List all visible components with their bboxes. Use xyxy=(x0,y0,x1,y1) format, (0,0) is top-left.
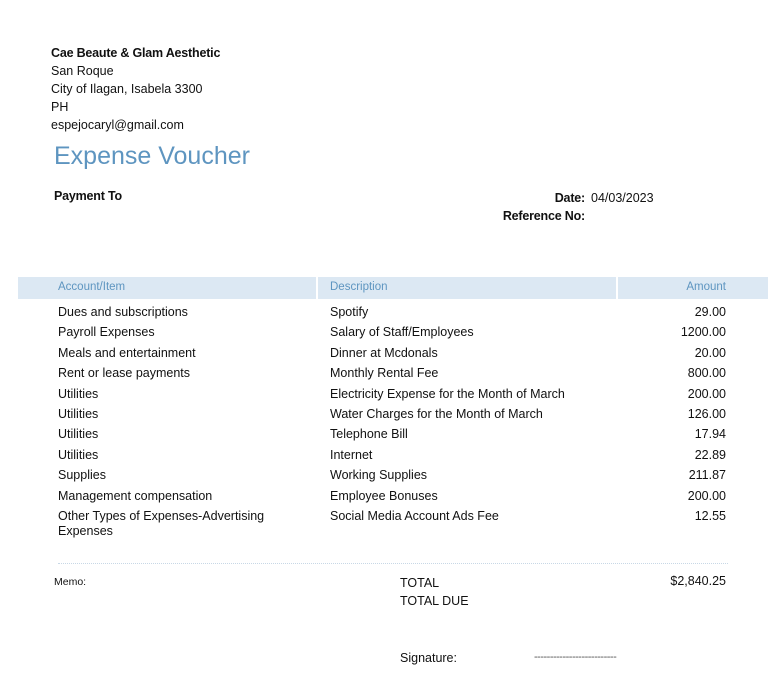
row-account: Utilities xyxy=(58,447,99,462)
row-account: Other Types of Expenses-Advertising Expenses xyxy=(58,508,265,538)
row-account: Payroll Expenses xyxy=(58,325,155,340)
row-amount: 126.00 xyxy=(687,406,726,421)
table-row xyxy=(0,487,782,507)
header-amount: Amount xyxy=(686,281,726,293)
date-value: 04/03/2023 xyxy=(591,191,654,205)
table-row xyxy=(0,344,782,364)
row-amount: 1200.00 xyxy=(680,325,726,340)
totals-divider xyxy=(58,563,728,564)
row-description: Working Supplies xyxy=(330,468,428,483)
company-country: PH xyxy=(51,100,69,114)
header-account: Account/Item xyxy=(58,281,126,293)
row-account: Management compensation xyxy=(58,488,213,503)
row-amount: 17.94 xyxy=(694,427,726,442)
row-account: Meals and entertainment xyxy=(58,345,196,360)
total-due-label: TOTAL DUE xyxy=(400,594,469,608)
company-block xyxy=(51,44,220,134)
table-row xyxy=(0,425,782,445)
table-row xyxy=(0,446,782,466)
table-row xyxy=(0,405,782,425)
table-header xyxy=(18,277,768,299)
table-row xyxy=(0,507,782,543)
date-label: Date: xyxy=(554,191,585,205)
row-description: Water Charges for the Month of March xyxy=(330,406,543,421)
row-account: Utilities xyxy=(58,427,99,442)
signature-label: Signature: xyxy=(400,651,457,665)
header-divider xyxy=(616,277,618,299)
row-description: Monthly Rental Fee xyxy=(330,366,439,381)
row-description: Telephone Bill xyxy=(330,427,408,442)
row-amount: 22.89 xyxy=(694,447,726,462)
table-row xyxy=(0,466,782,486)
row-description: Internet xyxy=(330,447,373,462)
reference-value xyxy=(585,207,591,225)
company-email: espejocaryl@gmail.com xyxy=(51,118,184,132)
page-title: Expense Voucher xyxy=(54,142,250,170)
payment-to-label: Payment To xyxy=(54,189,122,203)
company-address-line2: City of Ilagan, Isabela 3300 xyxy=(51,82,203,96)
row-amount: 800.00 xyxy=(687,366,726,381)
row-amount: 211.87 xyxy=(688,468,726,483)
row-account: Utilities xyxy=(58,386,99,401)
signature-line: -------------------------- xyxy=(534,651,617,663)
voucher-meta xyxy=(480,189,654,225)
row-amount: 29.00 xyxy=(694,305,726,319)
row-amount: 200.00 xyxy=(687,386,726,401)
row-account: Supplies xyxy=(58,468,106,483)
totals-labels xyxy=(400,574,469,610)
memo-label: Memo: xyxy=(54,576,87,588)
company-name: Cae Beaute & Glam Aesthetic xyxy=(51,46,221,60)
row-description: Salary of Staff/Employees xyxy=(330,325,474,340)
row-amount: 20.00 xyxy=(694,345,726,360)
row-account: Dues and subscriptions xyxy=(58,305,188,319)
reference-label: Reference No: xyxy=(502,209,585,223)
row-description: Dinner at Mcdonals xyxy=(330,345,438,360)
row-description: Social Media Account Ads Fee xyxy=(330,508,499,523)
table-row xyxy=(0,323,782,343)
total-label: TOTAL xyxy=(400,576,440,590)
header-divider xyxy=(316,277,318,299)
company-address-line1: San Roque xyxy=(51,64,114,78)
table-row xyxy=(0,303,782,323)
total-value: $2,840.25 xyxy=(670,574,726,588)
row-description: Employee Bonuses xyxy=(330,488,438,503)
header-description: Description xyxy=(330,281,388,293)
row-description: Electricity Expense for the Month of March xyxy=(330,386,565,401)
row-amount: 200.00 xyxy=(687,488,726,503)
row-amount: 12.55 xyxy=(694,508,726,523)
row-description: Spotify xyxy=(330,305,369,319)
row-account: Rent or lease payments xyxy=(58,366,191,381)
expense-table-body xyxy=(0,303,782,543)
table-row xyxy=(0,385,782,405)
row-account: Utilities xyxy=(58,406,99,421)
table-row xyxy=(0,364,782,384)
